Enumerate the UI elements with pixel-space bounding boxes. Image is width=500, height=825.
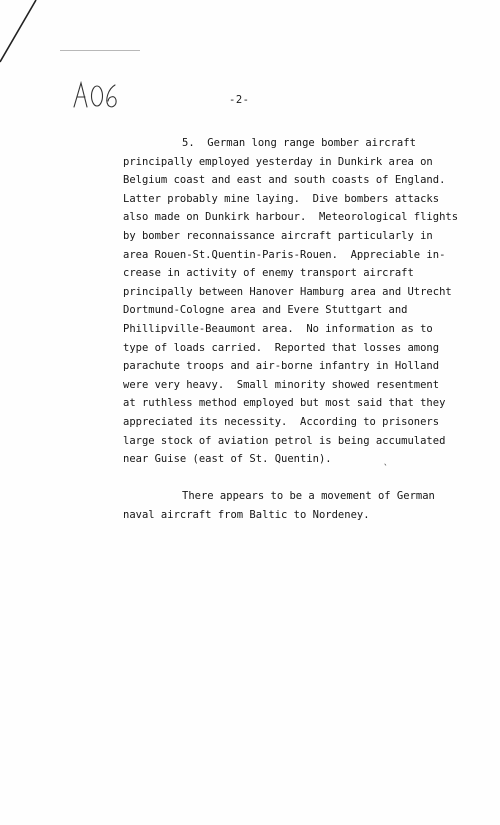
text-line: area Rouen-St.Quentin-Paris-Rouen. Appreciable in- — [123, 248, 446, 261]
text-line: crease in activity of enemy transport aircraft — [123, 267, 414, 280]
text-line: near Guise (east of St. Quentin). — [123, 453, 332, 466]
text-line: There appears to be a movement of German — [182, 490, 435, 502]
text-line: principally between Hanover Hamburg area and Utrecht — [123, 285, 452, 298]
corner-fold-mark — [0, 0, 40, 70]
text-line: Phillipville-Beaumont area. No information as to — [123, 323, 433, 335]
text-line: large stock of aviation petrol is being accumulated — [123, 434, 446, 447]
text-line: also made on Dunkirk harbour. Meteorological flights — [123, 211, 459, 224]
text-line: appreciated its necessity. According to prisoners — [123, 416, 440, 428]
text-line: naval aircraft from Baltic to Nordeney. — [123, 508, 370, 521]
text-line: Belgium coast and east and south coasts of England. — [123, 174, 446, 187]
text-line: type of loads carried. Reported that losses among — [123, 341, 440, 354]
text-line: Dortmund-Cologne area and Evere Stuttgart and — [123, 304, 408, 317]
margin-tick-mark: ` — [383, 464, 389, 474]
header-rule — [60, 50, 140, 51]
text-line: principally employed yesterday in Dunkirk area on — [123, 155, 433, 168]
handwritten-reference — [72, 80, 132, 110]
text-line: at ruthless method employed but most said that they — [123, 397, 446, 410]
text-line: were very heavy. Small minority showed resentment — [123, 378, 440, 391]
text-line: 5. German long range bomber aircraft — [182, 137, 416, 149]
text-line: parachute troops and air-borne infantry in Holland — [123, 360, 440, 373]
page-number: -2- — [229, 94, 250, 106]
text-line: by bomber reconnaissance aircraft particularly in — [123, 230, 433, 242]
text-line: Latter probably mine laying. Dive bombers attacks — [123, 192, 440, 205]
